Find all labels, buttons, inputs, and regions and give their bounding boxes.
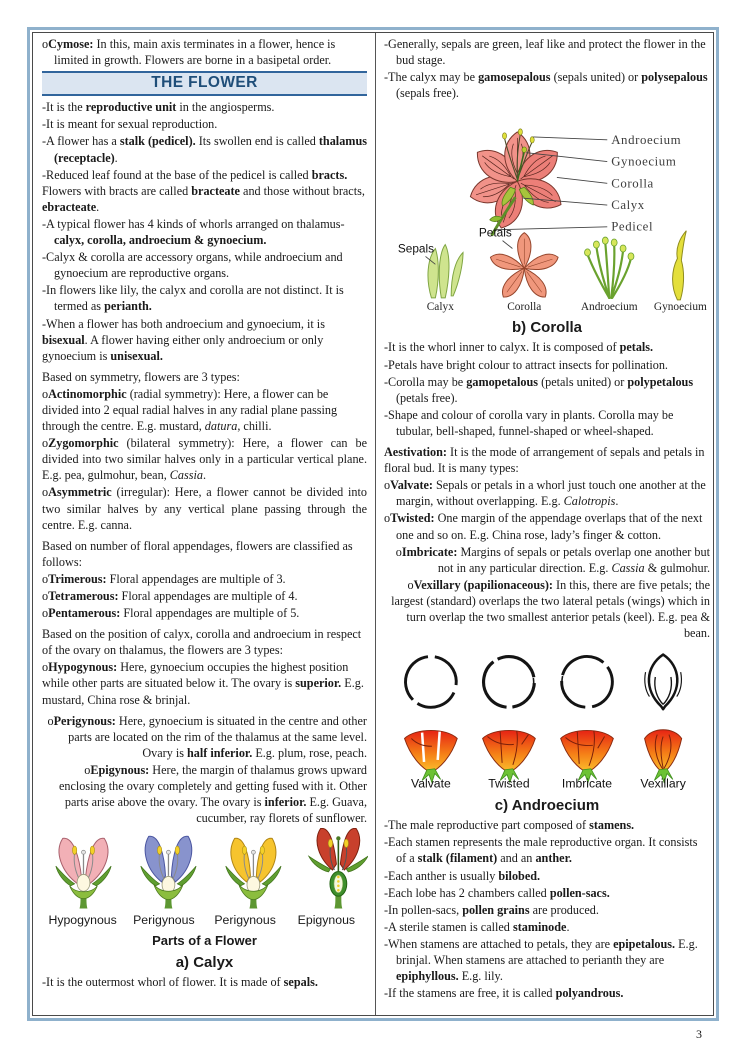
figure-caption: Parts of a Flower <box>152 933 257 949</box>
paragraph: oTrimerous: Floral appendages are multiple of 3. <box>42 571 286 586</box>
label-perigynous-1: Perigynous <box>133 913 195 928</box>
sepals-annotation: Sepals <box>397 241 435 256</box>
callout-pedicel: Pedicel <box>611 220 654 235</box>
page-number: 3 <box>696 1027 702 1041</box>
paragraph: -The calyx may be gamosepalous (sepals united) or polysepalous (sepals free). <box>384 70 708 101</box>
paragraph: oTwisted: One margin of the appendage overlaps that of the next one and so on. E.g. China rose, lady’s finger & cotton. <box>384 511 703 542</box>
right-column <box>376 33 714 1015</box>
paragraph: -Each anther is usually bilobed. <box>384 868 541 883</box>
part-label-calyx: Calyx <box>426 301 454 314</box>
label-hypogynous: Hypogynous <box>48 913 117 928</box>
paragraph: -It is meant for sexual reproduction. <box>42 117 218 132</box>
paragraph: -Each lobe has 2 chambers called pollen-sacs. <box>384 885 610 900</box>
paragraph: oHypogynous: Here, gynoecium occupies the highest position while other parts are situated below it. The ovary is superior. E.g. mustard, China rose & brinjal. <box>42 660 364 707</box>
epigynous-flower-diagram <box>309 829 368 909</box>
androecium-text-blocks <box>384 817 710 1001</box>
flower-parts-figure <box>384 103 710 315</box>
paragraph: -When stamens are attached to petals, they are epipetalous. E.g. brinjal. When stamens are attached to perianth they are epiphyllous. E.g. lily. <box>384 936 698 984</box>
anther-tips <box>585 237 634 260</box>
paragraph: -In pollen-sacs, pollen grains are produced. <box>384 902 599 917</box>
label-epigynous: Epigynous <box>297 913 356 928</box>
gynoecium-pistil-illustration <box>673 231 687 300</box>
paragraph: oTetramerous: Floral appendages are multiple of 4. <box>42 589 298 603</box>
label-perigynous-2: Perigynous <box>214 913 276 928</box>
aestivation-top-sketches <box>397 648 681 715</box>
corolla-heading: b) Corolla <box>512 319 582 337</box>
paragraph: Based on number of floral appendages, flowers are classified as follows: <box>42 538 353 569</box>
paragraph: -When a flower has both androecium and gynoecium, it is bisexual. A flower having either only androecium or only gynoecium is unisexual. <box>42 316 325 363</box>
paragraph: oPentamerous: Floral appendages are multiple of 5. <box>42 606 300 621</box>
paragraph: oActinomorphic (radial symmetry): Here, a flower can be divided into 2 equal radial halves in any radial plane passing through the centre. E.g. mustard, datura, chilli. <box>42 386 338 434</box>
corolla-petals-illustration <box>488 233 560 301</box>
paragraph: -It is the whorl inner to calyx. It is composed of petals. <box>384 340 654 355</box>
paragraph: oVexillary (papilionaceous): In this, there are five petals; the largest (standard) overlaps the two lateral petals (wings) which in turn overlap the two smallest anterior petals (keel). E.g. pea & bean. <box>391 577 710 641</box>
callout-corolla: Corolla <box>611 176 654 191</box>
label-imbricate: Imbricate <box>561 776 613 791</box>
paragraph: -Each stamen represents the male reproductive organ. It consists of a stalk (filament) and an anther. <box>384 835 698 866</box>
callout-calyx: Calyx <box>611 198 645 213</box>
whole-flower-illustration <box>466 129 566 236</box>
paragraph: -The male reproductive part composed of stamens. <box>384 818 635 833</box>
petals-annotation: Petals <box>478 226 512 241</box>
paragraph: oZygomorphic (bilateral symmetry): Here, a flower can be divided into two similar halves only in a particular vertical plane. E.g. pea, gulmohur, bean, Cassia. <box>42 436 367 483</box>
page-border <box>27 27 719 1021</box>
paragraph: -Shape and colour of corolla vary in plants. Corolla may be tubular, bell-shaped, funnel-shaped or wheel-shaped. <box>384 407 674 438</box>
label-valvate: Valvate <box>411 776 451 791</box>
cymose-paragraph-group <box>42 36 367 68</box>
paragraph: -A typical flower has 4 kinds of whorls arranged on thalamus- calyx, corolla, androecium & gynoecium. <box>42 216 345 248</box>
part-label-androecium: Androecium <box>580 301 638 314</box>
part-label-corolla: Corolla <box>507 301 542 314</box>
calyx-text-blocks <box>42 974 367 990</box>
callout-androecium: Androecium <box>611 133 682 148</box>
paragraph: -It is the reproductive unit in the angiosperms. <box>42 100 275 115</box>
part-label-gynoecium: Gynoecium <box>653 301 707 314</box>
left-column <box>33 33 376 1015</box>
aestivation-figure <box>386 643 708 793</box>
label-vexillary: Vexillary <box>640 776 686 791</box>
ovary-figure-labels <box>42 912 367 928</box>
paragraph: oAsymmetric (irregular): Here, a flower cannot be divided into two similar halves by any vertical plane passing through the centre. E.g. canna. <box>42 485 367 532</box>
paragraph: -A sterile stamen is called staminode. <box>384 919 570 934</box>
sepal-text-blocks <box>384 36 710 101</box>
paragraph: oEpigynous: Here, the margin of thalamus grows upward enclosing the ovary completely and getting fused with it. Other parts arise above the ovary. The ovary is inferior. E.g. Guava, cucumber, ray florets of sunflower. <box>59 762 367 826</box>
androecium-heading: c) Androecium <box>494 797 600 815</box>
paragraph: oImbricate: Margins of sepals or petals overlap one another but not in any particular direction. E.g. Cassia & gulmohur. <box>395 544 710 575</box>
paragraph: -In flowers like lily, the calyx and corolla are not distinct. It is termed as perianth. <box>42 283 344 314</box>
perigynous-flower-diagram-2 <box>226 839 281 909</box>
paragraph: oPerigynous: Here, gynoecium is situated in the centre and other parts are located on the rim of the thalamus at the same level. Ovary is half inferior. E.g. plum, rose, peach. <box>47 713 367 760</box>
ovary-position-figure <box>42 828 368 912</box>
flower-text-blocks <box>42 99 367 826</box>
corolla-text-blocks <box>384 339 710 641</box>
content-area <box>32 32 714 1016</box>
paragraph: -Reduced leaf found at the base of the pedicel is called bracts. Flowers with bracts are called bracteate and those without bracts, ebracteate. <box>42 167 365 214</box>
section-title-bar: THE FLOWER <box>42 71 367 96</box>
paragraph: oCymose: In this, main axis terminates in a flower, hence is limited in growth. Flowers are borne in a basipetal order. <box>42 37 336 68</box>
paragraph: -It is the outermost whorl of flower. It is made of sepals. <box>42 974 318 989</box>
paragraph: -Calyx & corolla are accessory organs, while androecium and gynoecium are reproductive organs. <box>42 250 343 281</box>
paragraph: Based on the position of calyx, corolla and androecium in respect of the ovary on thalamus, the flowers are 3 types: <box>42 627 362 658</box>
paragraph: -Corolla may be gamopetalous (petals united) or polypetalous (petals free). <box>384 374 694 405</box>
paragraph: Aestivation: It is the mode of arrangement of sepals and petals in floral bud. It is many types: <box>384 445 705 476</box>
callout-gynoecium: Gynoecium <box>611 154 677 169</box>
paragraph: -A flower has a stalk (pedicel). Its swollen end is called thalamus (receptacle). <box>42 134 367 165</box>
paragraph: -If the stamens are free, it is called polyandrous. <box>384 986 624 1001</box>
label-twisted: Twisted <box>488 776 530 791</box>
aestivation-buds <box>405 730 682 783</box>
perigynous-flower-diagram-1 <box>141 837 196 909</box>
paragraph: oValvate: Sepals or petals in a whorl just touch one another at the margin, without overlapping. E.g. Calotropis. <box>384 478 706 509</box>
paragraph: Based on symmetry, flowers are 3 types: <box>42 369 240 384</box>
hypogynous-flower-diagram <box>56 839 111 909</box>
calyx-heading: a) Calyx <box>175 953 234 971</box>
paragraph: -Generally, sepals are green, leaf like and protect the flower in the bud stage. <box>384 37 706 68</box>
paragraph: -Petals have bright colour to attract insects for pollination. <box>384 357 668 372</box>
